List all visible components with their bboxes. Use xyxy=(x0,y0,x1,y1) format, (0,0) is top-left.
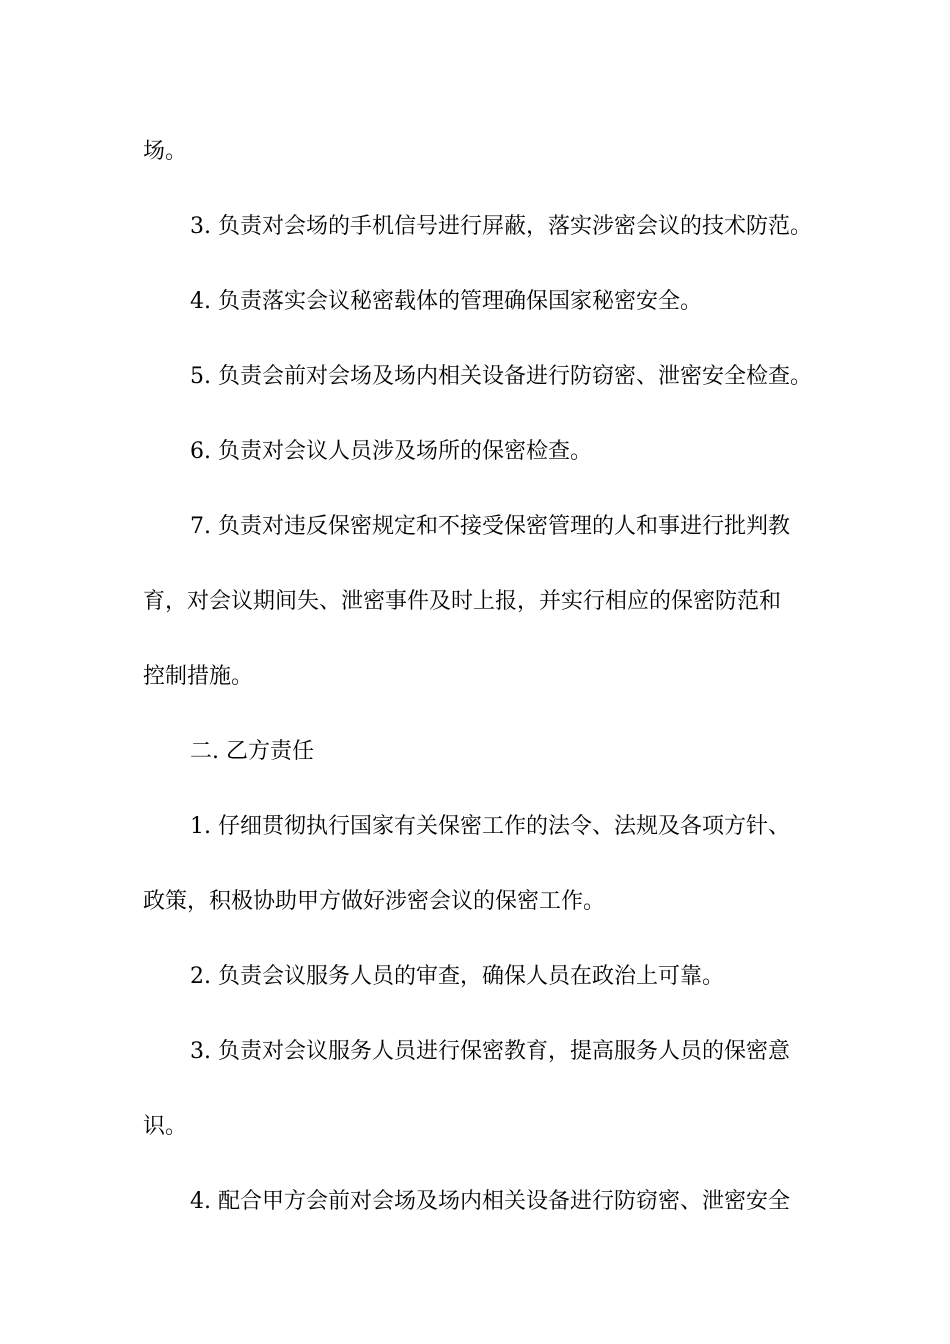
text-line: 4. 配合甲方会前对会场及场内相关设备进行防窃密、泄密安全 xyxy=(190,1189,790,1214)
text-line: 7. 负责对违反保密规定和不接受保密管理的人和事进行批判教 xyxy=(190,514,790,539)
text-line: 1. 仔细贯彻执行国家有关保密工作的法令、法规及各项方针、 xyxy=(190,814,790,839)
text-line: 识。 xyxy=(143,1114,188,1139)
text-line: 育，对会议期间失、泄密事件及时上报，并实行相应的保密防范和 xyxy=(143,589,782,614)
text-line: 3. 负责对会议服务人员进行保密教育，提高服务人员的保密意 xyxy=(190,1039,790,1064)
section-heading: 二. 乙方责任 xyxy=(190,739,314,764)
text-line: 场。 xyxy=(143,139,188,164)
text-line: 6. 负责对会议人员涉及场所的保密检查。 xyxy=(190,439,592,464)
text-line: 5. 负责会前对会场及场内相关设备进行防窃密、泄密安全检查。 xyxy=(190,364,812,389)
text-line: 政策，积极协助甲方做好涉密会议的保密工作。 xyxy=(143,889,606,914)
text-line: 4. 负责落实会议秘密载体的管理确保国家秘密安全。 xyxy=(190,289,702,314)
text-line: 控制措施。 xyxy=(143,664,254,689)
text-line: 3. 负责对会场的手机信号进行屏蔽，落实涉密会议的技术防范。 xyxy=(190,214,812,239)
text-line: 2. 负责会议服务人员的审查，确保人员在政治上可靠。 xyxy=(190,964,724,989)
